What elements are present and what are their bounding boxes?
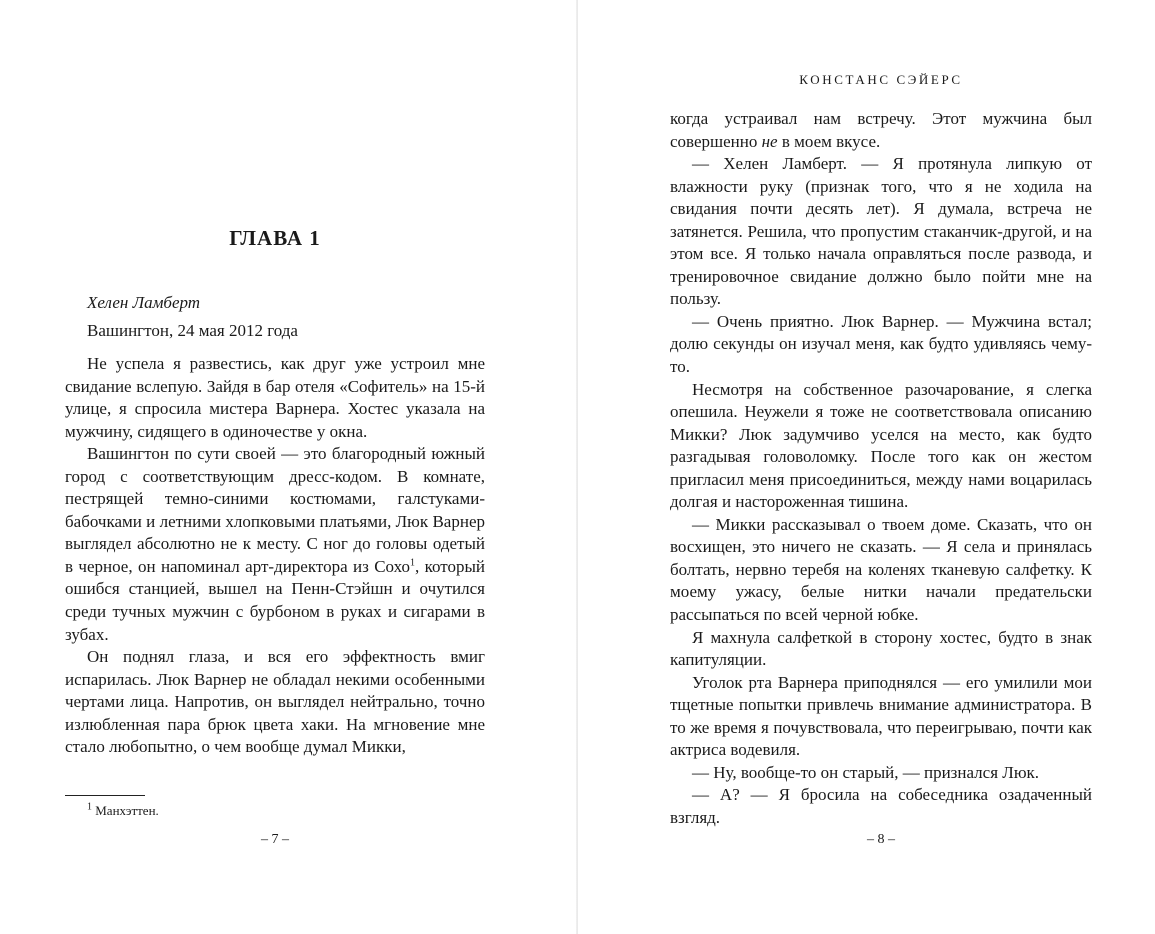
paragraph: Уголок рта Варнера приподнялся — его умилили мои тщетные попытки привлечь внимание администратора. В то же время я почувствовала, что переигрываю, почти как актриса водевиля.: [670, 672, 1092, 760]
footnote: [87, 802, 159, 820]
paragraph: Он поднял глаза, и вся его эффектность вмиг испарилась. Люк Варнер не обладал некими особенными чертами лица. Напротив, он выглядел нейтрально, точно излюбленная пара брюк цвета хаки. На мгновение мне стало любопытно, о чем вообще думал Микки,: [65, 647, 485, 757]
left-page-text: [65, 353, 485, 759]
footnote-divider: [65, 795, 145, 796]
paragraph: — А? — Я бросила на собеседника озадаченный взгляд.: [670, 785, 1092, 827]
place-date-line: Вашингтон, 24 мая 2012 года: [87, 321, 298, 340]
chapter-title: ГЛАВА 1: [229, 226, 321, 250]
emphasis: не: [761, 131, 778, 151]
right-page-text: [670, 108, 1092, 830]
footnote-text: Манхэттен.: [95, 803, 159, 818]
author-line: Хелен Ламберт: [87, 293, 201, 312]
paragraph-text: в моем вкусе.: [777, 131, 881, 151]
footnote-marker: 1: [409, 557, 415, 569]
paragraph-text: когда устраивал нам встречу. Этот мужчина был совершенно: [670, 109, 1092, 151]
right-page: [670, 0, 1092, 934]
paragraph-text: Вашингтон по сути своей — это благородный южный город с соответствующим дресс-кодом. В комнате, пестрящей темно-синими костюмами, галстуками-бабочками и летними хлопковыми платьями, Люк Варнер выглядел абсолютно не к месту. С ног до головы одетый в черное, он напоминал арт-директора из Сохо: [65, 444, 485, 576]
paragraph: Несмотря на собственное разочарование, я слегка опешила. Неужели я тоже не соответствовала описанию Микки? Люк задумчиво уселся на место, как будто разгадывая головоломку. После того как он жестом пригласил меня присоединиться, между нами воцарилась долгая и настороженная тишина.: [670, 379, 1092, 512]
book-gutter: [576, 0, 578, 934]
paragraph: Я махнула салфеткой в сторону хостес, будто в знак капитуляции.: [670, 627, 1092, 670]
paragraph: — Хелен Ламберт. — Я протянула липкую от влажности руку (признак того, что я не ходила на свидания почти десять лет). Я думала, встреча не затянется. Решила, что пропустим стаканчик-другой, и на этом все. Я только начала оправляться после развода, и тренировочное свидание должно было пойти мне на пользу.: [670, 154, 1092, 309]
paragraph: [65, 443, 485, 646]
footnote-number: 1: [87, 801, 92, 813]
page-number: – 8 –: [867, 832, 895, 847]
paragraph-text: , который ошибся станцией, вышел на Пенн-Стэйшн и очутился среди тучных мужчин с бурбоном в руках и сигарами в зубах.: [65, 556, 485, 644]
paragraph: — Микки рассказывал о твоем доме. Сказать, что он восхищен, это ничего не сказать. — Я села и принялась болтать, нервно теребя на коленях тканевую салфетку. К моему ужасу, белые нитки начали предательски рассыпаться по всей черной юбке.: [670, 514, 1092, 625]
paragraph: — Ну, вообще-то он старый, — признался Люк.: [692, 762, 1040, 782]
paragraph: — Очень приятно. Люк Варнер. — Мужчина встал; долю секунды он изучал меня, как будто удивляясь чему-то.: [670, 311, 1092, 377]
paragraph: Не успела я развестись, как друг уже устроил мне свидание вслепую. Зайдя в бар отеля «Софитель» на 15-й улице, я спросила мистера Варнера. Хостес указала на мужчину, сидящего в одиночестве у окна.: [65, 354, 485, 441]
left-page: [65, 0, 485, 934]
paragraph: [670, 108, 1092, 153]
running-head: КОНСТАНС СЭЙЕРС: [799, 72, 963, 87]
page-number: – 7 –: [261, 832, 289, 847]
